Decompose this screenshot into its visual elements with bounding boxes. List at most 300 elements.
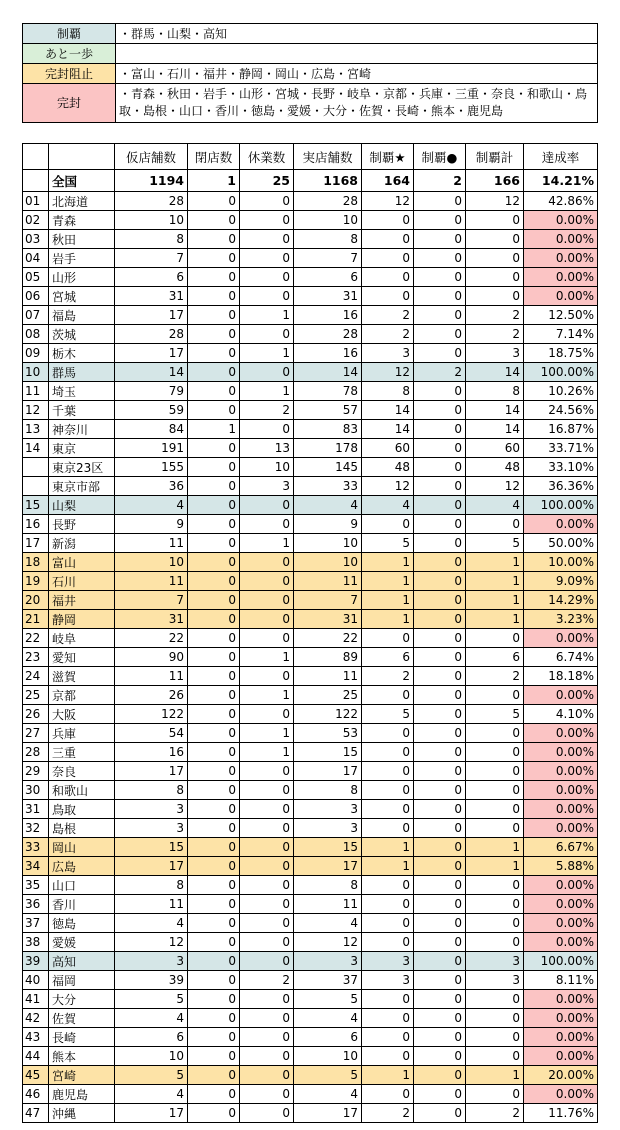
table-row [23, 306, 598, 325]
conquered-circle-cell: 0 [414, 743, 466, 762]
temp-stores-cell: 8 [115, 230, 188, 249]
prefecture-code: 16 [23, 515, 49, 534]
actual-stores-cell: 53 [294, 724, 362, 743]
table-row [23, 610, 598, 629]
conquered-star-cell: 0 [362, 762, 414, 781]
suspended-cell: 0 [240, 857, 294, 876]
actual-stores-cell: 5 [294, 990, 362, 1009]
conquered-star-cell: 48 [362, 458, 414, 477]
table-body [23, 144, 598, 1123]
suspended-cell: 0 [240, 1047, 294, 1066]
conquered-total-cell: 166 [466, 170, 524, 192]
prefecture-code: 11 [23, 382, 49, 401]
conquered-star-cell: 1 [362, 572, 414, 591]
conquered-star-cell: 164 [362, 170, 414, 192]
prefecture-name: 福井 [49, 591, 115, 610]
temp-stores-cell: 11 [115, 895, 188, 914]
temp-stores-cell: 1194 [115, 170, 188, 192]
achievement-rate-cell: 0.00% [524, 762, 598, 781]
closed-cell: 0 [188, 344, 240, 363]
closed-cell: 0 [188, 211, 240, 230]
conquered-star-cell: 1 [362, 1066, 414, 1085]
conquered-total-cell: 0 [466, 781, 524, 800]
conquered-circle-cell: 0 [414, 952, 466, 971]
prefecture-name: 大分 [49, 990, 115, 1009]
temp-stores-cell: 16 [115, 743, 188, 762]
conquered-total-cell: 0 [466, 249, 524, 268]
suspended-cell: 0 [240, 230, 294, 249]
conquered-total-cell: 0 [466, 1009, 524, 1028]
conquered-circle-cell: 0 [414, 344, 466, 363]
prefecture-code: 24 [23, 667, 49, 686]
temp-stores-cell: 6 [115, 268, 188, 287]
prefecture-name: 岩手 [49, 249, 115, 268]
conquered-star-cell: 14 [362, 401, 414, 420]
temp-stores-cell: 9 [115, 515, 188, 534]
temp-stores-cell: 11 [115, 667, 188, 686]
prefecture-code: 47 [23, 1104, 49, 1123]
actual-stores-cell: 4 [294, 1009, 362, 1028]
table-row [23, 1028, 598, 1047]
prefecture-code: 05 [23, 268, 49, 287]
prefecture-code: 09 [23, 344, 49, 363]
column-header: 制覇★ [362, 144, 414, 170]
conquered-circle-cell: 0 [414, 572, 466, 591]
column-header: 仮店舗数 [115, 144, 188, 170]
conquered-circle-cell: 0 [414, 819, 466, 838]
table-row [23, 914, 598, 933]
column-header: 閉店数 [188, 144, 240, 170]
suspended-cell: 10 [240, 458, 294, 477]
actual-stores-cell: 4 [294, 1085, 362, 1104]
temp-stores-cell: 14 [115, 363, 188, 382]
conquered-star-cell: 12 [362, 477, 414, 496]
actual-stores-cell: 37 [294, 971, 362, 990]
closed-cell: 0 [188, 743, 240, 762]
conquered-circle-cell: 0 [414, 914, 466, 933]
suspended-cell: 0 [240, 990, 294, 1009]
closed-cell: 0 [188, 1085, 240, 1104]
achievement-rate-cell: 14.29% [524, 591, 598, 610]
conquered-circle-cell: 0 [414, 1009, 466, 1028]
prefecture-code: 14 [23, 439, 49, 458]
table-row [23, 249, 598, 268]
achievement-rate-cell: 20.00% [524, 1066, 598, 1085]
table-row [23, 1066, 598, 1085]
prefecture-code: 26 [23, 705, 49, 724]
table-row [23, 1085, 598, 1104]
table-row [23, 705, 598, 724]
temp-stores-cell: 17 [115, 344, 188, 363]
actual-stores-cell: 33 [294, 477, 362, 496]
table-row [23, 648, 598, 667]
actual-stores-cell: 15 [294, 743, 362, 762]
suspended-cell: 0 [240, 591, 294, 610]
prefecture-code: 08 [23, 325, 49, 344]
actual-stores-cell: 14 [294, 363, 362, 382]
temp-stores-cell: 31 [115, 610, 188, 629]
suspended-cell: 1 [240, 648, 294, 667]
conquered-total-cell: 2 [466, 306, 524, 325]
conquered-star-cell: 12 [362, 363, 414, 382]
temp-stores-cell: 90 [115, 648, 188, 667]
prefecture-code: 45 [23, 1066, 49, 1085]
suspended-cell: 1 [240, 344, 294, 363]
table-row [23, 1009, 598, 1028]
conquered-star-cell: 0 [362, 990, 414, 1009]
prefecture-code: 36 [23, 895, 49, 914]
achievement-rate-cell: 5.88% [524, 857, 598, 876]
actual-stores-cell: 3 [294, 952, 362, 971]
conquered-star-cell: 0 [362, 268, 414, 287]
table-row [23, 971, 598, 990]
suspended-cell: 0 [240, 211, 294, 230]
suspended-cell: 0 [240, 629, 294, 648]
table-row [23, 382, 598, 401]
conquered-total-cell: 0 [466, 629, 524, 648]
temp-stores-cell: 4 [115, 496, 188, 515]
table-row [23, 876, 598, 895]
conquered-circle-cell: 0 [414, 1085, 466, 1104]
achievement-rate-cell: 7.14% [524, 325, 598, 344]
closed-cell: 0 [188, 477, 240, 496]
prefecture-name: 京都 [49, 686, 115, 705]
achievement-rate-cell: 18.18% [524, 667, 598, 686]
closed-cell: 0 [188, 819, 240, 838]
conquered-star-cell: 0 [362, 933, 414, 952]
table-row [23, 534, 598, 553]
prefecture-name: 静岡 [49, 610, 115, 629]
conquered-total-cell: 14 [466, 401, 524, 420]
closed-cell: 0 [188, 515, 240, 534]
table-row [23, 800, 598, 819]
conquered-star-cell: 0 [362, 515, 414, 534]
conquered-star-cell: 0 [362, 230, 414, 249]
conquered-star-cell: 0 [362, 1009, 414, 1028]
achievement-rate-cell: 0.00% [524, 876, 598, 895]
temp-stores-cell: 15 [115, 838, 188, 857]
prefecture-code: 30 [23, 781, 49, 800]
column-header: 実店舗数 [294, 144, 362, 170]
legend-row [23, 64, 598, 84]
table-row [23, 458, 598, 477]
actual-stores-cell: 17 [294, 857, 362, 876]
temp-stores-cell: 10 [115, 211, 188, 230]
closed-cell: 0 [188, 363, 240, 382]
legend-row [23, 44, 598, 64]
conquered-circle-cell: 0 [414, 325, 466, 344]
conquered-total-cell: 0 [466, 686, 524, 705]
actual-stores-cell: 16 [294, 344, 362, 363]
prefecture-name: 滋賀 [49, 667, 115, 686]
conquered-total-cell: 0 [466, 1047, 524, 1066]
prefecture-name: 秋田 [49, 230, 115, 249]
prefecture-code: 25 [23, 686, 49, 705]
conquered-star-cell: 0 [362, 914, 414, 933]
table-row [23, 344, 598, 363]
prefecture-code: 03 [23, 230, 49, 249]
temp-stores-cell: 191 [115, 439, 188, 458]
conquered-total-cell: 1 [466, 857, 524, 876]
table-row [23, 230, 598, 249]
legend-key: あと一歩 [23, 44, 116, 64]
legend-key: 制覇 [23, 24, 116, 44]
conquered-circle-cell: 0 [414, 781, 466, 800]
table-row [23, 420, 598, 439]
prefecture-name: 福岡 [49, 971, 115, 990]
suspended-cell: 2 [240, 401, 294, 420]
closed-cell: 0 [188, 629, 240, 648]
suspended-cell: 13 [240, 439, 294, 458]
conquered-circle-cell: 0 [414, 534, 466, 553]
prefecture-name: 茨城 [49, 325, 115, 344]
actual-stores-cell: 11 [294, 667, 362, 686]
temp-stores-cell: 11 [115, 572, 188, 591]
column-header [49, 144, 115, 170]
conquered-star-cell: 2 [362, 667, 414, 686]
conquered-total-cell: 0 [466, 895, 524, 914]
table-row [23, 819, 598, 838]
conquered-star-cell: 0 [362, 781, 414, 800]
prefecture-name: 鹿児島 [49, 1085, 115, 1104]
closed-cell: 0 [188, 914, 240, 933]
prefecture-code: 38 [23, 933, 49, 952]
conquered-circle-cell: 0 [414, 268, 466, 287]
conquered-star-cell: 3 [362, 344, 414, 363]
temp-stores-cell: 54 [115, 724, 188, 743]
temp-stores-cell: 22 [115, 629, 188, 648]
prefecture-code: 33 [23, 838, 49, 857]
temp-stores-cell: 17 [115, 306, 188, 325]
prefecture-code: 21 [23, 610, 49, 629]
conquered-circle-cell: 0 [414, 838, 466, 857]
conquered-total-cell: 3 [466, 971, 524, 990]
achievement-rate-cell: 0.00% [524, 1047, 598, 1066]
achievement-rate-cell: 0.00% [524, 211, 598, 230]
closed-cell: 0 [188, 553, 240, 572]
column-header [23, 144, 49, 170]
prefecture-code: 02 [23, 211, 49, 230]
prefecture-name: 山梨 [49, 496, 115, 515]
suspended-cell: 0 [240, 762, 294, 781]
achievement-rate-cell: 18.75% [524, 344, 598, 363]
temp-stores-cell: 155 [115, 458, 188, 477]
temp-stores-cell: 8 [115, 781, 188, 800]
suspended-cell: 0 [240, 572, 294, 591]
conquered-circle-cell: 0 [414, 933, 466, 952]
suspended-cell: 0 [240, 876, 294, 895]
conquered-total-cell: 0 [466, 743, 524, 762]
closed-cell: 0 [188, 800, 240, 819]
conquered-circle-cell: 0 [414, 1104, 466, 1123]
temp-stores-cell: 5 [115, 990, 188, 1009]
achievement-rate-cell: 0.00% [524, 743, 598, 762]
temp-stores-cell: 28 [115, 325, 188, 344]
temp-stores-cell: 10 [115, 553, 188, 572]
table-row [23, 211, 598, 230]
prefecture-name: 佐賀 [49, 1009, 115, 1028]
closed-cell: 0 [188, 1066, 240, 1085]
prefecture-name: 埼玉 [49, 382, 115, 401]
closed-cell: 0 [188, 857, 240, 876]
prefecture-name: 長崎 [49, 1028, 115, 1047]
conquered-star-cell: 2 [362, 325, 414, 344]
suspended-cell: 1 [240, 382, 294, 401]
conquered-total-cell: 4 [466, 496, 524, 515]
actual-stores-cell: 10 [294, 211, 362, 230]
actual-stores-cell: 16 [294, 306, 362, 325]
conquered-circle-cell: 0 [414, 724, 466, 743]
conquered-total-cell: 3 [466, 344, 524, 363]
conquered-star-cell: 0 [362, 1047, 414, 1066]
temp-stores-cell: 17 [115, 1104, 188, 1123]
closed-cell: 0 [188, 933, 240, 952]
achievement-rate-cell: 9.09% [524, 572, 598, 591]
actual-stores-cell: 11 [294, 895, 362, 914]
actual-stores-cell: 3 [294, 819, 362, 838]
closed-cell: 0 [188, 705, 240, 724]
prefecture-code: 04 [23, 249, 49, 268]
conquered-star-cell: 0 [362, 629, 414, 648]
actual-stores-cell: 3 [294, 800, 362, 819]
prefecture-code: 19 [23, 572, 49, 591]
conquered-star-cell: 3 [362, 952, 414, 971]
temp-stores-cell: 7 [115, 591, 188, 610]
conquered-total-cell: 1 [466, 553, 524, 572]
temp-stores-cell: 84 [115, 420, 188, 439]
actual-stores-cell: 89 [294, 648, 362, 667]
prefecture-code: 46 [23, 1085, 49, 1104]
table-row [23, 287, 598, 306]
closed-cell: 0 [188, 876, 240, 895]
suspended-cell: 1 [240, 306, 294, 325]
table-row [23, 895, 598, 914]
prefecture-name: 鳥取 [49, 800, 115, 819]
conquered-star-cell: 0 [362, 249, 414, 268]
table-row [23, 743, 598, 762]
conquered-circle-cell: 0 [414, 876, 466, 895]
closed-cell: 0 [188, 325, 240, 344]
column-header: 休業数 [240, 144, 294, 170]
prefecture-name: 山形 [49, 268, 115, 287]
temp-stores-cell: 3 [115, 819, 188, 838]
conquered-total-cell: 0 [466, 876, 524, 895]
conquered-circle-cell: 0 [414, 192, 466, 211]
suspended-cell: 1 [240, 686, 294, 705]
actual-stores-cell: 4 [294, 496, 362, 515]
conquered-circle-cell: 0 [414, 648, 466, 667]
conquered-total-cell: 6 [466, 648, 524, 667]
actual-stores-cell: 145 [294, 458, 362, 477]
suspended-cell: 0 [240, 1028, 294, 1047]
conquered-circle-cell: 0 [414, 667, 466, 686]
achievement-rate-cell: 33.10% [524, 458, 598, 477]
conquered-total-cell: 0 [466, 762, 524, 781]
prefecture-code [23, 170, 49, 192]
conquered-total-cell: 8 [466, 382, 524, 401]
conquered-total-cell: 1 [466, 1066, 524, 1085]
prefecture-name: 全国 [49, 170, 115, 192]
suspended-cell: 0 [240, 1085, 294, 1104]
conquered-star-cell: 1 [362, 553, 414, 572]
prefecture-name: 奈良 [49, 762, 115, 781]
table-row [23, 268, 598, 287]
prefecture-code: 35 [23, 876, 49, 895]
prefecture-code: 06 [23, 287, 49, 306]
prefecture-code: 18 [23, 553, 49, 572]
conquered-circle-cell: 0 [414, 553, 466, 572]
prefecture-name: 富山 [49, 553, 115, 572]
legend-row [23, 24, 598, 44]
achievement-rate-cell: 0.00% [524, 990, 598, 1009]
actual-stores-cell: 28 [294, 192, 362, 211]
achievement-rate-cell: 24.56% [524, 401, 598, 420]
suspended-cell: 0 [240, 496, 294, 515]
conquered-star-cell: 0 [362, 895, 414, 914]
table-row [23, 515, 598, 534]
closed-cell: 0 [188, 952, 240, 971]
prefecture-name: 広島 [49, 857, 115, 876]
conquered-circle-cell: 0 [414, 762, 466, 781]
table-row [23, 1047, 598, 1066]
suspended-cell: 2 [240, 971, 294, 990]
conquered-total-cell: 14 [466, 420, 524, 439]
table-row [23, 591, 598, 610]
temp-stores-cell: 4 [115, 1085, 188, 1104]
prefecture-name: 千葉 [49, 401, 115, 420]
closed-cell: 0 [188, 306, 240, 325]
suspended-cell: 0 [240, 249, 294, 268]
conquered-circle-cell: 0 [414, 477, 466, 496]
closed-cell: 0 [188, 458, 240, 477]
temp-stores-cell: 11 [115, 534, 188, 553]
conquered-total-cell: 1 [466, 572, 524, 591]
achievement-rate-cell: 50.00% [524, 534, 598, 553]
table-row [23, 990, 598, 1009]
temp-stores-cell: 3 [115, 800, 188, 819]
achievement-rate-cell: 0.00% [524, 819, 598, 838]
closed-cell: 0 [188, 895, 240, 914]
actual-stores-cell: 17 [294, 1104, 362, 1123]
conquered-total-cell: 0 [466, 724, 524, 743]
temp-stores-cell: 36 [115, 477, 188, 496]
conquered-circle-cell: 0 [414, 458, 466, 477]
achievement-rate-cell: 0.00% [524, 287, 598, 306]
suspended-cell: 0 [240, 914, 294, 933]
legend-key: 完封阻止 [23, 64, 116, 84]
prefecture-code: 32 [23, 819, 49, 838]
prefecture-name: 三重 [49, 743, 115, 762]
conquered-circle-cell: 0 [414, 439, 466, 458]
prefecture-name: 石川 [49, 572, 115, 591]
prefecture-name: 新潟 [49, 534, 115, 553]
suspended-cell: 0 [240, 553, 294, 572]
actual-stores-cell: 8 [294, 876, 362, 895]
table-row [23, 724, 598, 743]
suspended-cell: 0 [240, 287, 294, 306]
prefecture-code: 10 [23, 363, 49, 382]
achievement-rate-cell: 0.00% [524, 800, 598, 819]
achievement-rate-cell: 6.74% [524, 648, 598, 667]
prefecture-code: 22 [23, 629, 49, 648]
prefecture-code [23, 477, 49, 496]
table-row [23, 667, 598, 686]
conquered-circle-cell: 0 [414, 401, 466, 420]
conquered-total-cell: 2 [466, 1104, 524, 1123]
prefecture-name: 愛知 [49, 648, 115, 667]
prefecture-name: 群馬 [49, 363, 115, 382]
prefecture-code: 31 [23, 800, 49, 819]
